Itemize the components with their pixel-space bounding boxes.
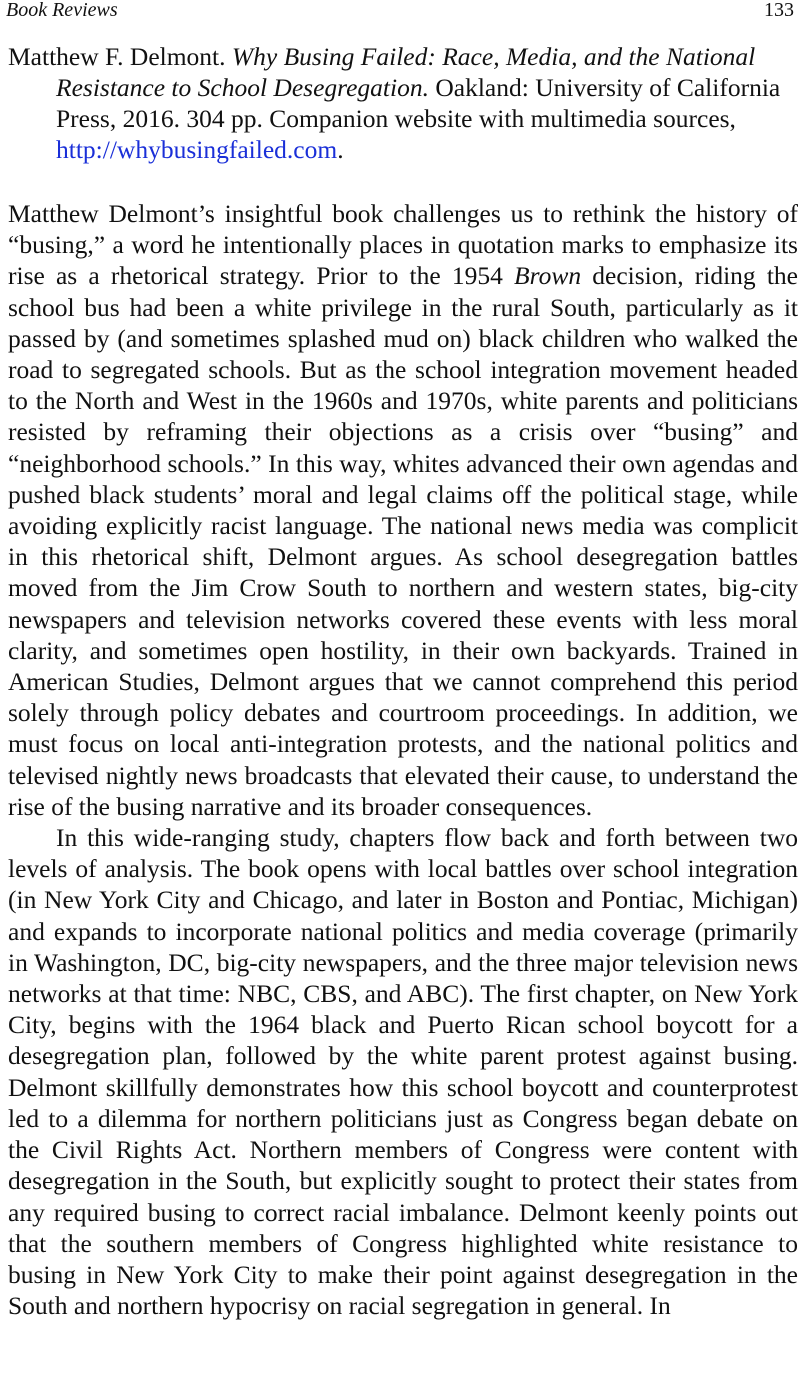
case-name-brown: Brown: [514, 261, 582, 291]
book-citation: [8, 41, 798, 165]
review-paragraph-2: In this wide-ranging study, chapters flow back and forth between two levels of analysis. The book opens with local battles over school integration (in New York City and Chicago, and later in Boston and Pontiac, Michigan) and expands to incorporate national politics and media coverage (primarily in Washington, DC, big-city newspapers, and the three major television news networks at that time: NBC, CBS, and ABC). The first chapter, on New York City, begins with the 1964 black and Puerto Rican school boycott for a desegregation plan, followed by the white parent protest against busing. Delmont skillfully demonstrates how this school boycott and counterprotest led to a dilemma for northern politicians just as Congress began debate on the Civil Rights Act. Northern members of Congress were content with desegregation in the South, but explicitly sought to protect their states from any required busing to correct racial imbalance. Delmont keenly points out that the southern members of Congress highlighted white resistance to busing in New York City to make their point against desegregation in the South and northern hypocrisy on racial segregation in general. In: [8, 823, 798, 1321]
citation-url-end: .: [337, 135, 344, 164]
review-body: [8, 198, 798, 1321]
paragraph-1-part-2: decision, riding the school bus had been a white privilege in the rural South, particularly as it passed by (and sometimes splashed mud on) black children who walked the road to segregated schools. But as the school integration movement headed to the North and West in the 1960s and 1970s, white parents and politicians resisted by reframing their objections as a crisis over “busing” and “neighborhood schools.” In this way, whites advanced their own agendas and pushed black students’ moral and legal claims off the political stage, while avoiding explicitly racist language. The national news media was complicit in this rhetorical shift, Delmont argues. As school desegregation battles moved from the Jim Crow South to northern and western states, big-city newspapers and television networks covered these events with less moral clarity, and sometimes open hostility, in their own backyards. Trained in American Studies, Delmont argues that we cannot comprehend this period solely through policy debates and courtroom proceedings. In addition, we must focus on local anti-integration protests, and the national politics and televised nightly news broadcasts that elevated their cause, to understand the rise of the busing narrative and its broader consequences.: [8, 261, 799, 821]
page-number: 133: [764, 0, 794, 21]
running-head: [0, 0, 800, 24]
citation-publisher: Oakland: University of California Press, 2016. 304 pp. Companion website with multimedia sources,: [56, 73, 781, 133]
citation-title: Why Busing Failed: Race, Media, and the National Resistance to School Desegregation.: [56, 42, 756, 102]
review-paragraph-1: [8, 198, 798, 822]
companion-website-link[interactable]: http://whybusingfailed.com: [56, 135, 338, 164]
running-head-section: Book Reviews: [6, 0, 118, 21]
paragraph-1-part-1: Matthew Delmont’s insightful book challenges us to rethink the history of “busing,” a word he intentionally places in quotation marks to emphasize its rise as a rhetorical strategy. Prior to the 1954: [8, 199, 798, 291]
citation-author: Matthew F. Delmont.: [8, 42, 226, 71]
